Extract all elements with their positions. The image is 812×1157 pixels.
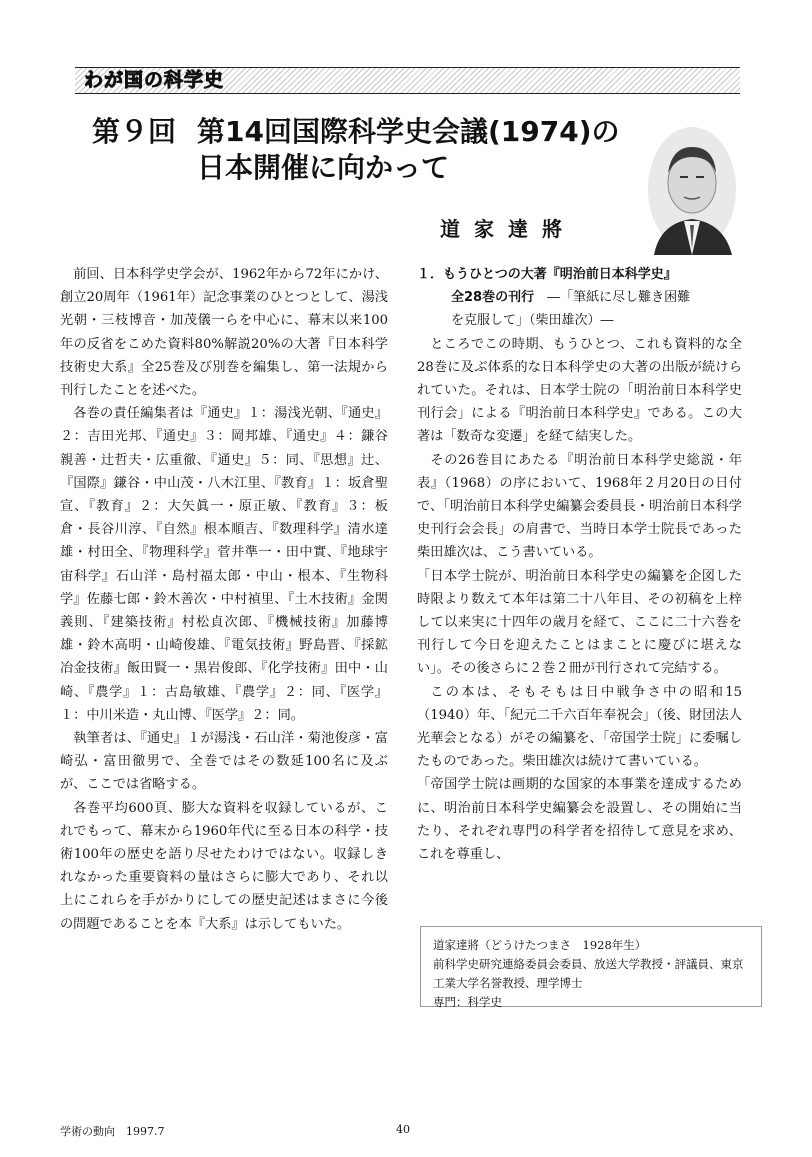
- paragraph: 各巻の責任編集者は『通史』１：湯浅光朝、『通史』２：吉田光邦、『通史』３：岡邦雄、『通史』４：鎌谷親善・辻哲夫・広重徹、『通史』５：同、『思想』辻、『国際』鎌谷・中山茂・八木江里、『教育』１：坂倉聖宣、『教育』２：大矢眞一・原正敏、『教育』３：板倉・長谷川淳、『自然』根本順吉、『数理科学』清水達雄・村田全、『物理科学』菅井準一・田中實、『地球宇宙科学』石山洋・島村福太郎・中山・根本、『生物科学』佐藤七郎・鈴木善次・中村禎里、『土木技術』金関義則、『建築技術』村松貞次郎、『機械技術』加藤博雄・鈴木高明・山崎俊雄、『電気技術』野島晋、『採鉱冶金技術』飯田賢一・黒岩俊郎、『化学技術』田中・山崎、『農学』１：古島敏雄、『農学』２：同、『医学』１：中川米造・丸山博、『医学』２：同。: [60, 406, 388, 723]
- quotation: 「帝国学士院は画期的な国家的本事業を達成するために、明治前日本科学史編纂会を設置し、その開始に当たり、それぞれ専門の科学者を招待して意見を求め、これを尊重し、: [417, 777, 742, 863]
- author-name: 道家達將: [440, 217, 576, 241]
- bio-specialty: 専門：科学史: [433, 995, 502, 1009]
- paragraph: この本は、そもそもは日中戦争さ中の昭和15（1940）年、「紀元二千六百年奉祝会」（後、財団法人光華会となる）がその編纂を、「帝国学士院」に委嘱したものであった。柴田雄次は続けて書いている。: [417, 684, 742, 770]
- section-subtitle: ―「筆紙に尽し難き困難: [547, 290, 691, 306]
- right-column: [417, 263, 742, 866]
- author-photo: [646, 127, 738, 255]
- section-heading-main: 全28巻の刊行: [451, 290, 535, 306]
- bio-name: 道家達將（どうけたつまさ 1928年生）: [433, 938, 647, 952]
- section-subtitle-line2: を克服して」（柴田雄次）―: [451, 313, 614, 329]
- paragraph: 前回、日本科学史学会が、1962年から72年にかけ、創立20周年（1961年）記念事業のひとつとして、湯浅光朝・三枝博音・加茂儀一らを中心に、幕末以来100年の反省をこめた資料80%解説20%の大著『日本科学技術史大系』全25巻及び別巻を編集し、第一法規から刊行したことを述べた。: [60, 267, 388, 399]
- quotation: 「日本学士院が、明治前日本科学史の編纂を企図した時限より数えて本年は第二十八年目、その初稿を上梓して以来実に十四年の歳月を経て、ここに二十六巻を刊行して今日を迎えたことはまことに慶びに堪えない」。その後さらに２巻２冊が刊行されて完結する。: [417, 568, 742, 677]
- paragraph: 各巻平均600頁、膨大な資料を収録しているが、これでもって、幕末から1960年代に至る日本の科学・技術100年の歴史を語り尽せたわけではない。収録しきれなかった重要資料の量はさらに膨大であり、それ以上にこれらを手がかりにしての歴史記述はまさに今後の問題であることを本『大系』は示してもいた。: [60, 800, 388, 932]
- section-heading: [417, 263, 742, 333]
- page-number: 40: [396, 1123, 410, 1136]
- title-line1: 第14回国際科学史会議(1974)の: [197, 115, 620, 148]
- paragraph: ところでこの時期、もうひとつ、これも資料的な全28巻に及ぶ体系的な日本科学史の大著の出版が続けられていた。それは、日本学士院の「明治前日本科学史刊行会」による『明治前日本科学史』である。この大著は「数奇な変遷」を経て結実した。: [417, 336, 742, 445]
- title-number: 第９回: [92, 115, 177, 148]
- series-label: わが国の科学史: [84, 69, 225, 91]
- author-bio-box: [420, 926, 762, 1007]
- paragraph: 執筆者は、『通史』１が湯浅・石山洋・菊池俊彦・富崎弘・富田徹男で、全巻ではその数延100名に及ぶが、ここでは省略する。: [60, 731, 388, 793]
- article-title: [92, 114, 620, 186]
- journal-footer: 学術の動向 1997.7: [60, 1125, 165, 1138]
- section-heading-line1: １．もうひとつの大著『明治前日本科学史』: [417, 267, 677, 282]
- section-heading-line2: [417, 286, 742, 309]
- title-line2: 日本開催に向かって: [197, 151, 450, 184]
- paragraph: その26巻目にあたる『明治前日本科学史総説・年表』（1968）の序において、1968年２月20日の日付で、「明治前日本科学史編纂会委員長・明治前日本科学史刊行会会長」の肩書で、当時日本学士院長であった柴田雄次は、こう書いている。: [417, 452, 742, 561]
- left-column: [60, 263, 388, 936]
- bio-positions: 前科学史研究連絡委員会委員、放送大学教授・評議員、東京工業大学名誉教授、理学博士: [433, 957, 744, 990]
